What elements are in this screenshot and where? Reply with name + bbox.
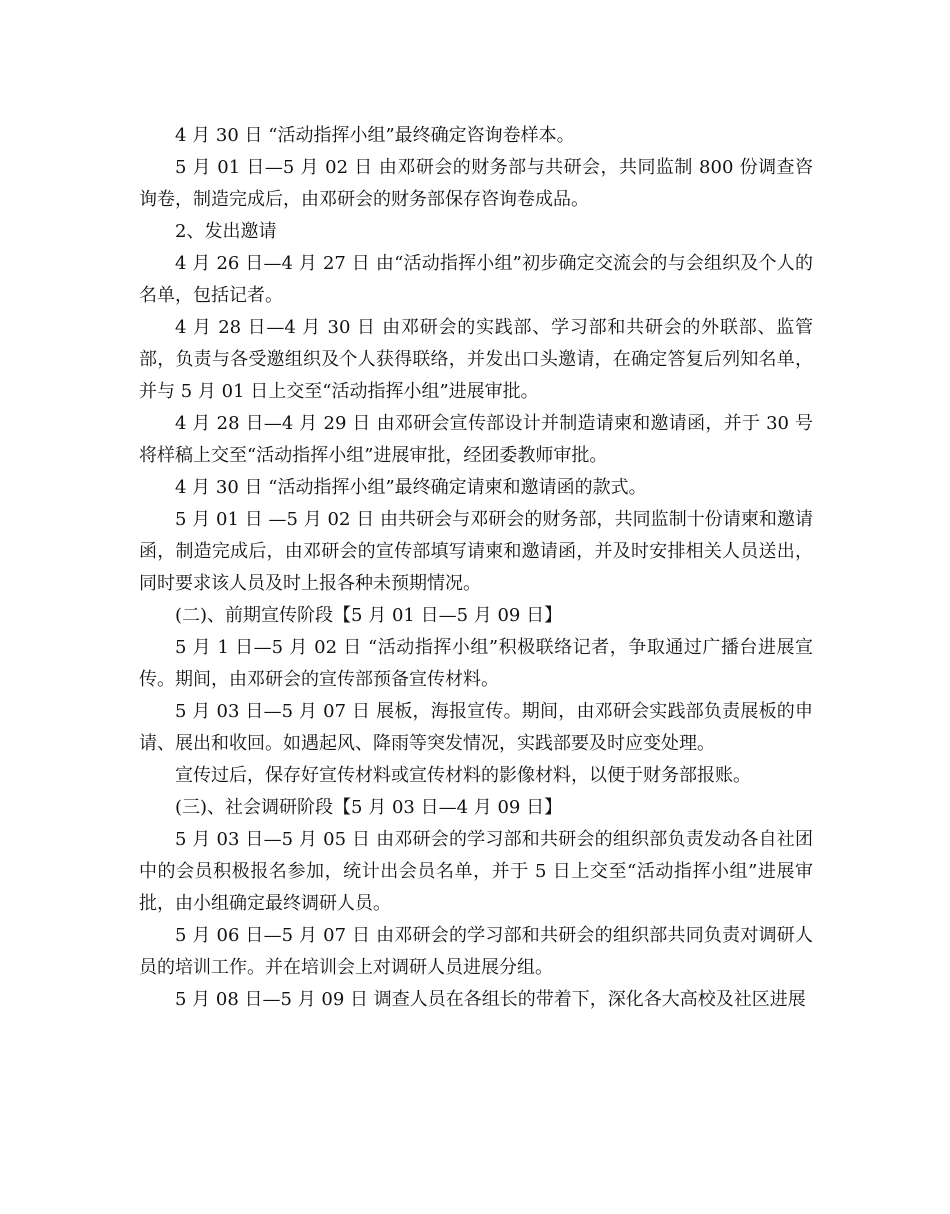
paragraph-5: 4 月 28 日—4 月 30 日 由邓研会的实践部、学习部和共研会的外联部、监管部，负责与各受邀组织及个人获得联络，并发出口头邀请，在确定答复后列知名单，并与 5 月 01 日上交至“活动指挥小组”进展审批。 [139,317,813,402]
paragraph-16: 5 月 08 日—5 月 09 日 调查人员在各组长的带着下，深化各大高校及社区进展 [175,989,806,1010]
section-heading-invitation: 2、发出邀请 [175,221,277,242]
section-heading-research: (三)、社会调研阶段【5 月 03 日—4 月 09 日】 [175,797,563,818]
section-heading-promotion: (二)、前期宣传阶段【5 月 01 日—5 月 09 日】 [175,605,563,626]
paragraph-14: 5 月 03 日—5 月 05 日 由邓研会的学习部和共研会的组织部负责发动各自社团中的会员积极报名参加，统计出会员名单，并于 5 日上交至“活动指挥小组”进展审批，由小组确定最终调研人员。 [139,829,813,914]
paragraph-7: 4 月 30 日 “活动指挥小组”最终确定请柬和邀请函的款式。 [175,477,647,498]
paragraph-4: 4 月 26 日—4 月 27 日 由“活动指挥小组”初步确定交流会的与会组织及个人的名单，包括记者。 [139,253,813,306]
paragraph-6: 4 月 28 日—4 月 29 日 由邓研会宣传部设计并制造请柬和邀请函，并于 30 号将样稿上交至“活动指挥小组”进展审批，经团委教师审批。 [139,413,813,466]
paragraph-1: 4 月 30 日 “活动指挥小组”最终确定咨询卷样本。 [175,125,575,146]
document-body [139,120,813,1016]
paragraph-15: 5 月 06 日—5 月 07 日 由邓研会的学习部和共研会的组织部共同负责对调研人员的培训工作。并在培训会上对调研人员进展分组。 [139,925,813,978]
paragraph-12: 宣传过后，保存好宣传材料或宣传材料的影像材料，以便于财务部报账。 [175,765,751,786]
paragraph-10: 5 月 1 日—5 月 02 日 “活动指挥小组”积极联络记者，争取通过广播台进展宣传。期间，由邓研会的宣传部预备宣传材料。 [139,637,813,690]
paragraph-11: 5 月 03 日—5 月 07 日 展板，海报宣传。期间，由邓研会实践部负责展板的申请、展出和收回。如遇起风、降雨等突发情况，实践部要及时应变处理。 [139,701,813,754]
paragraph-2: 5 月 01 日—5 月 02 日 由邓研会的财务部与共研会，共同监制 800 份调查咨询卷，制造完成后，由邓研会的财务部保存咨询卷成品。 [139,157,813,210]
paragraph-8: 5 月 01 日 —5 月 02 日 由共研会与邓研会的财务部，共同监制十份请柬和邀请函，制造完成后，由邓研会的宣传部填写请柬和邀请函，并及时安排相关人员送出，同时要求该人员及时上报各种未预期情况。 [139,509,813,594]
